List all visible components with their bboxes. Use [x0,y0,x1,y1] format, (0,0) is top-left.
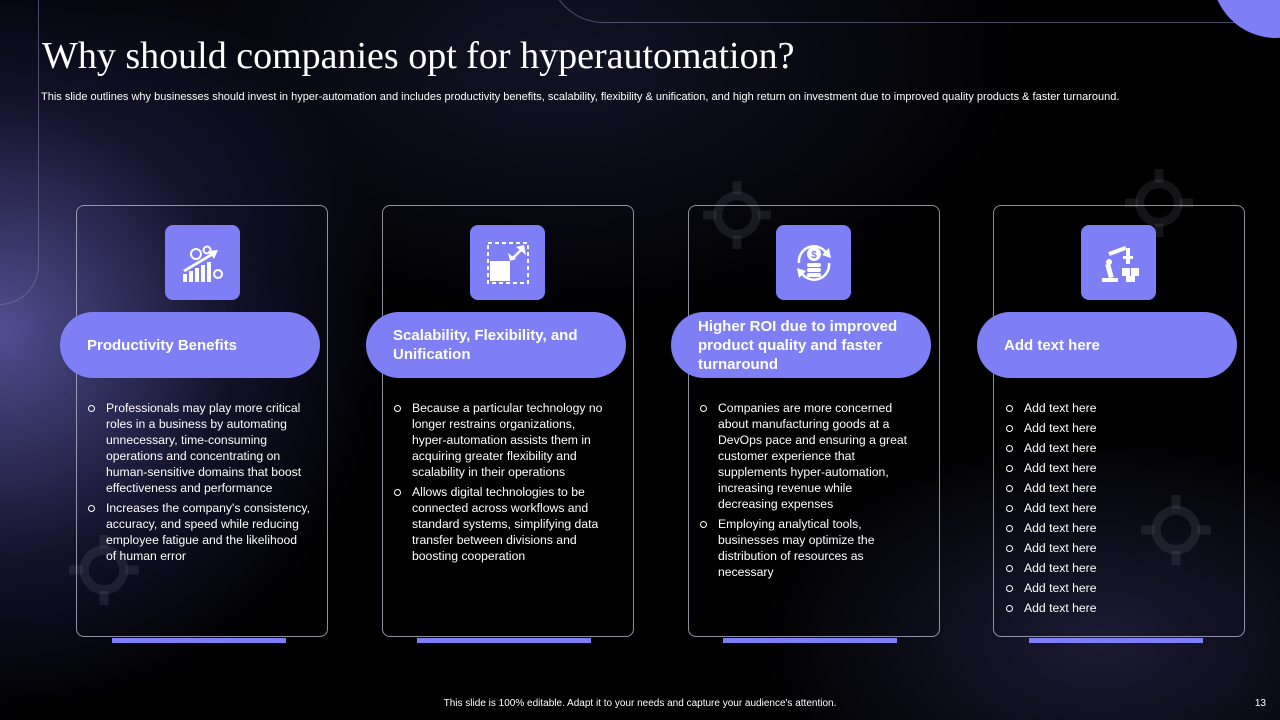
productivity-chart-gear-icon [165,225,240,300]
list-item: Add text here [1006,560,1216,576]
list-item: Increases the company's consistency, accuracy, and speed while reducing employee fatigue and the likelihood of human error [88,500,310,564]
svg-text:$: $ [810,249,817,261]
slide-footer: This slide is 100% editable. Adapt it to your needs and capture your audience's attention. [443,698,837,709]
card-accent-bar [1029,638,1203,643]
list-item: Allows digital technologies to be connected across workflows and standard systems, simplifying data transfer between divisions and boosting cooperation [394,484,612,564]
dollar-coins-cycle-icon [776,225,851,300]
card-heading: Scalability, Flexibility, and Unification [393,327,578,363]
list-item: Add text here [1006,580,1216,596]
list-item: Add text here [1006,440,1216,456]
decorative-arc-top [548,0,1280,23]
list-item: Add text here [1006,400,1216,416]
robot-arm-icon [1081,225,1156,300]
list-item: Professionals may play more critical roles in a business by automating unnecessary, time-consuming operations and concentrating on human-sensitive domains that boost effectiveness and performance [88,400,310,496]
card-heading-pill [60,312,320,378]
card-heading-pill [366,312,626,378]
card-accent-bar [112,638,286,643]
slide-title: Why should companies opt for hyperautomation? [42,35,795,77]
slide-subtitle: This slide outlines why businesses should invest in hyper-automation and includes productivity benefits, scalability, flexibility & unification, and high return on investment due to improved quality products & faster turnaround. [41,91,1120,103]
list-item: Because a particular technology no longer restrains organizations, hyper-automation assists them in acquiring greater flexibility and scalability in their operations [394,400,612,480]
list-item: Add text here [1006,520,1216,536]
bullet-list [700,400,912,584]
card-heading: Higher ROI due to improved product quality and faster turnaround [698,317,898,373]
list-item: Add text here [1006,480,1216,496]
list-item: Add text here [1006,600,1216,616]
bullet-list [394,400,612,568]
card-accent-bar [417,638,591,643]
card-heading-pill [977,312,1237,378]
scale-resize-icon [470,225,545,300]
list-item: Employing analytical tools, businesses may optimize the distribution of resources as necessary [700,516,912,580]
card-heading: Add text here [1004,336,1100,354]
card-heading-pill [671,312,931,378]
card-accent-bar [723,638,897,643]
list-item: Add text here [1006,540,1216,556]
page-number: 13 [1254,698,1266,709]
card-heading: Productivity Benefits [87,336,238,354]
list-item: Add text here [1006,500,1216,516]
list-item: Add text here [1006,460,1216,476]
list-item: Companies are more concerned about manufacturing goods at a DevOps pace and ensuring a great customer experience that supplements hyper-automation, increasing revenue while decreasing expenses [700,400,912,512]
decorative-arc-left [0,0,39,305]
bullet-list [1006,400,1216,620]
list-item: Add text here [1006,420,1216,436]
bullet-list [88,400,310,568]
